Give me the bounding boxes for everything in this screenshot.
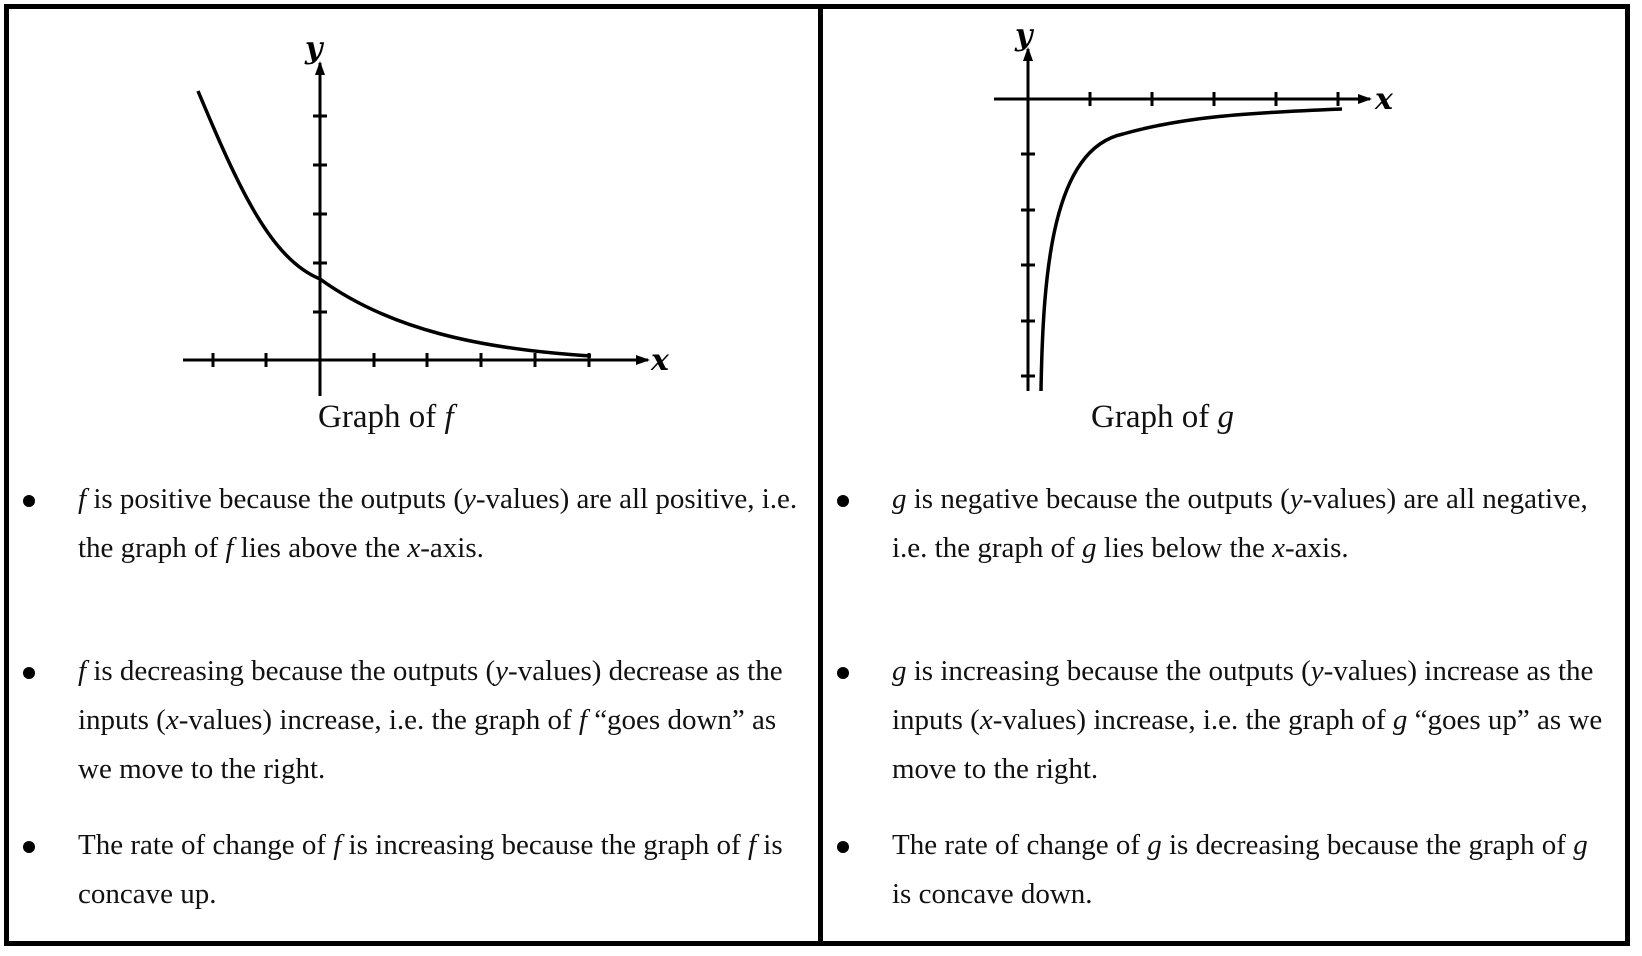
math-symbol: f [333, 829, 342, 861]
math-symbol: y [463, 483, 476, 515]
math-symbol: f [78, 483, 87, 515]
math-symbol: g [892, 483, 907, 515]
math-symbol: x [407, 532, 421, 564]
text-segment: -values) increase, i.e. the graph of [992, 704, 1393, 736]
math-symbol: y [1289, 483, 1303, 515]
graph-g-y-label: y [1015, 18, 1033, 53]
bullet-dot [837, 495, 849, 507]
math-symbol: f [747, 829, 757, 861]
math-symbol: g [892, 655, 907, 687]
bullet-text [78, 821, 798, 919]
text-segment: is negative because the outputs ( [906, 483, 1290, 515]
bullet-dot [23, 495, 35, 507]
graph-f-y-label: y [305, 31, 323, 66]
math-symbol: f [578, 704, 587, 736]
text-segment: is increasing because the graph of [341, 829, 748, 861]
text-segment: is positive because the outputs ( [86, 483, 463, 515]
math-symbol: x [1272, 532, 1285, 564]
math-symbol: y [495, 655, 509, 687]
text-segment: The rate of change of [892, 829, 1148, 861]
bullet-text [78, 475, 798, 573]
bullet-dot [837, 841, 849, 853]
bullet-text [78, 647, 798, 794]
text-segment: -axis. [420, 532, 484, 564]
bullet-text [892, 821, 1605, 919]
text-segment: is increasing because the outputs ( [906, 655, 1311, 687]
text-segment: is concave down. [892, 878, 1093, 910]
text-segment: is decreasing because the graph of [1161, 829, 1574, 861]
math-symbol: f [78, 655, 87, 687]
text-segment: lies below the [1096, 532, 1273, 564]
bullet-text [892, 475, 1605, 573]
caption-prefix: Graph of [1091, 399, 1210, 435]
bullet-dot [23, 841, 35, 853]
math-symbol: x [165, 704, 179, 736]
graph-g [823, 9, 1625, 409]
graph-f [9, 9, 818, 409]
caption-function: f [444, 399, 454, 435]
text-segment: -values) increase as the inputs ( [892, 655, 1594, 736]
graph-g-curve [1041, 109, 1342, 391]
text-segment: lies above the [233, 532, 408, 564]
math-symbol: g [1573, 829, 1588, 861]
text-segment: The rate of change of [78, 829, 334, 861]
caption-function: g [1217, 399, 1234, 435]
bullet-dot [23, 667, 35, 679]
text-segment: “goes up” as we move to the right. [892, 704, 1603, 785]
graph-g-x-label: x [1375, 82, 1393, 117]
text-segment: -axis. [1285, 532, 1349, 564]
graph-f-x-label: x [651, 343, 669, 378]
text-segment: is decreasing because the outputs ( [86, 655, 496, 687]
math-symbol: g [1147, 829, 1162, 861]
graph-f-caption [318, 399, 454, 436]
text-segment: -values) are all positive, i.e. the graph of [78, 483, 798, 564]
graph-g-caption [1091, 399, 1234, 436]
graph-f-curve [198, 91, 591, 356]
math-symbol: g [1082, 532, 1097, 564]
panel-g [823, 9, 1625, 941]
text-segment: -values) are all negative, i.e. the graph of [892, 483, 1588, 564]
panel-f [9, 9, 818, 941]
text-segment: -values) decrease as the inputs ( [78, 655, 783, 736]
caption-prefix: Graph of [318, 399, 437, 435]
text-segment: is concave up. [78, 829, 783, 910]
math-symbol: y [1310, 655, 1324, 687]
text-segment: -values) increase, i.e. the graph of [178, 704, 579, 736]
math-symbol: x [979, 704, 993, 736]
bullet-text [892, 647, 1605, 794]
text-segment: “goes down” as we move to the right. [78, 704, 777, 785]
math-symbol: g [1392, 704, 1408, 736]
math-symbol: f [225, 532, 234, 564]
bullet-dot [837, 667, 849, 679]
